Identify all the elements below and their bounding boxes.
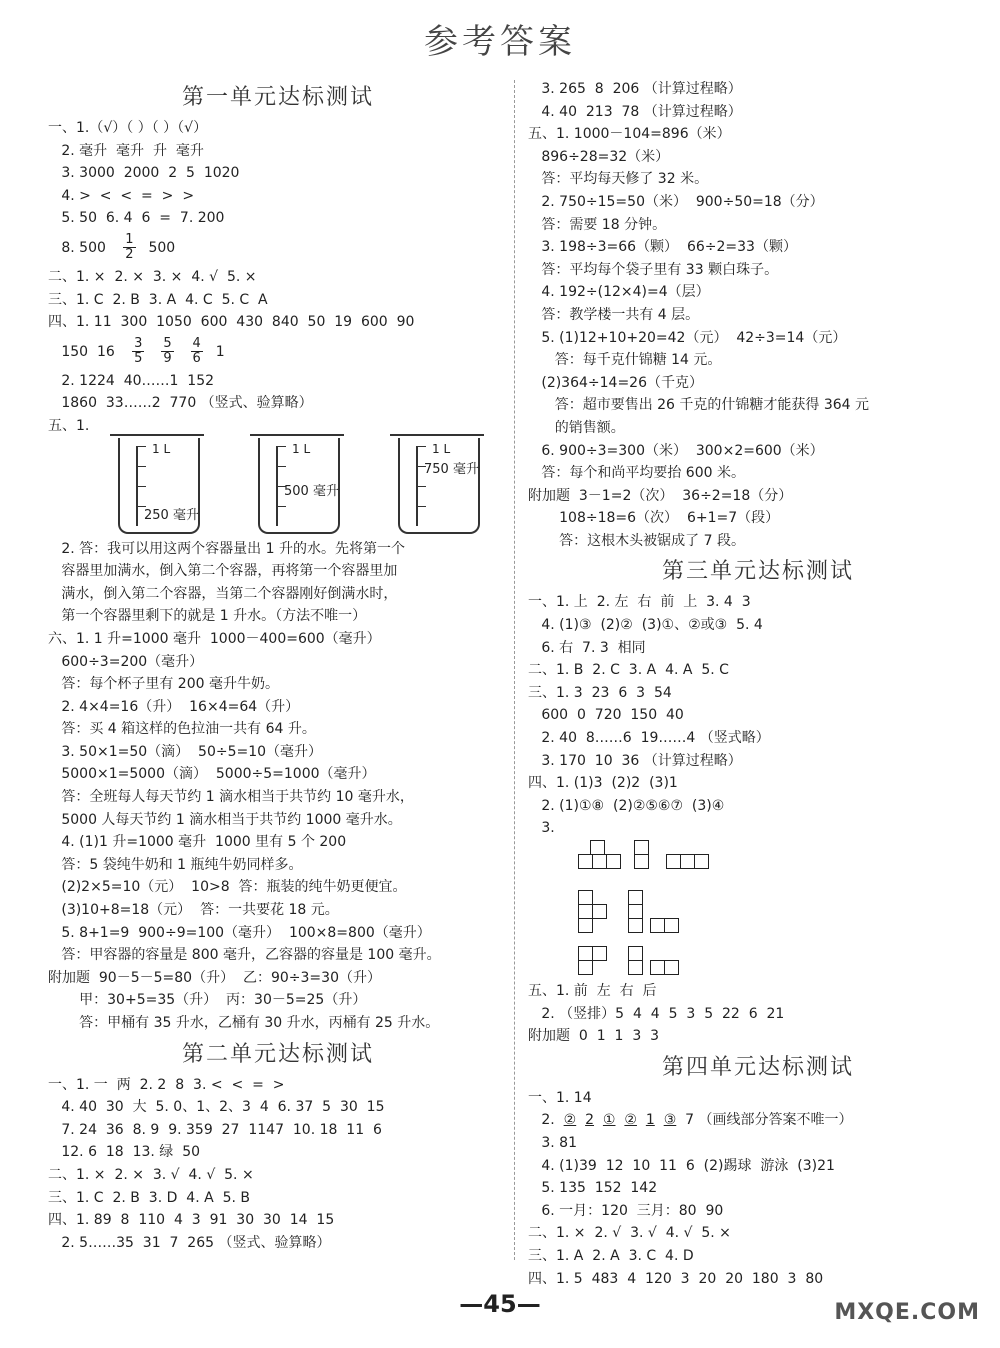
answer-line: 2. 4×4=16（升） 16×4=64（升） [48, 698, 300, 715]
cube-square [628, 918, 643, 933]
column-divider [514, 80, 515, 1260]
answer-line: 五、1. [48, 417, 90, 434]
answer-line: 4. (1)③ (2)② (3)①、②或③ 5. 4 [528, 617, 763, 634]
answer-line: 三、1. C 2. B 3. D 4. A 5. B [48, 1189, 250, 1206]
answer-line: 3. 81 [528, 1134, 577, 1151]
answer-line: 2. 1224 40……1 152 [48, 372, 215, 389]
answer-line: 答：全班每人每天节约 1 滴水相当于共节约 10 毫升水， [48, 789, 414, 806]
answer-line: 4. (1)39 12 10 11 6 (2)踢球 游泳 (3)21 [528, 1157, 835, 1174]
fraction [123, 233, 135, 262]
answer-line: 附加题 90－5－5=80（升） 乙：90÷3=30（升） [48, 969, 381, 986]
cube-square [578, 854, 593, 869]
answer-line: 6. 一月：120 三月：80 90 [528, 1202, 724, 1219]
cube-square [666, 854, 681, 869]
answer-line: 甲：30+5=35（升） 丙：30－5=25（升） [48, 992, 367, 1009]
fraction [191, 337, 203, 366]
answer-line: 第一个容器里剩下的就是 1 升水。（方法不唯一） [48, 608, 367, 625]
answer-line: 1860 33……2 770 （竖式、验算略） [48, 395, 313, 412]
answer-line: 6. 右 7. 3 相同 [528, 639, 646, 656]
underlined-answer: 1 [645, 1112, 655, 1129]
answer-line: 附加题 3－1=2（次） 36÷2=18（分） [528, 487, 793, 504]
underlined-answer: ① [602, 1112, 616, 1129]
cube-square [634, 854, 649, 869]
answer-line: 600÷3=200（毫升） [48, 653, 204, 670]
text: 1 [215, 343, 225, 360]
watermark: MXQE.COM [834, 1300, 980, 1325]
page-number: —45— [459, 1290, 541, 1318]
beaker-capacity: 1 L [292, 441, 311, 456]
tick [418, 506, 426, 507]
answer-line: 附加题 0 1 1 3 3 [528, 1028, 660, 1045]
answer-line: 5. (1)12+10+20=42（元） 42÷3=14（元） [528, 329, 847, 346]
answer-line: 一、1. 一 两 2. 2 8 3. < < = > [48, 1076, 285, 1093]
text: 2. [528, 1112, 555, 1129]
cube-square [592, 946, 607, 961]
answer-line: 600 0 720 150 40 [528, 707, 684, 724]
beaker-level-label: 750 毫升 [424, 461, 479, 477]
answer-line: (3)10+8=18（元） 答：一共要花 18 元。 [48, 902, 339, 919]
answer-line: 2. 答：我可以用这两个容器量出 1 升的水。先将第一个 [48, 540, 405, 557]
tick [418, 486, 426, 487]
beaker-icon [258, 438, 340, 534]
answer-line: 答：每个和尚平均要抬 600 米。 [528, 465, 745, 482]
denominator: 6 [192, 351, 201, 367]
beaker-level-label: 500 毫升 [284, 483, 339, 499]
cube-square [634, 840, 649, 855]
answer-line: 的销售额。 [528, 419, 625, 436]
answer-line: 4. 192÷(12×4)=4（层） [528, 284, 710, 301]
underlined-answer: ② [563, 1112, 577, 1129]
cube-square [578, 960, 593, 975]
answer-line: 二、1. × 2. √ 3. √ 4. √ 5. × [528, 1225, 731, 1242]
answer-line: 3. 170 10 36 （计算过程略） [528, 752, 742, 769]
cube-square [650, 918, 665, 933]
unit2-title: 第二单元达标测试 [181, 1041, 374, 1067]
answer-line: 4. (1)1 升=1000 毫升 1000 里有 5 个 200 [48, 834, 347, 851]
answer-line-fractions [48, 334, 508, 370]
answer-line: 2. 毫升 毫升 升 毫升 [48, 142, 204, 159]
beaker-level-label: 250 毫升 [144, 507, 199, 523]
block-view-diagrams [578, 840, 988, 980]
cube-square [578, 946, 593, 961]
answer-line: 3. 3000 2000 2 5 1020 [48, 165, 240, 182]
cube-square [628, 960, 643, 975]
tick [278, 446, 286, 447]
answer-line: 4. > < < = > > [48, 187, 195, 204]
text: 500 [148, 239, 176, 256]
answer-line: 五、1. 前 左 右 后 [528, 983, 657, 999]
text: 150 16 [48, 343, 115, 360]
unit4-title: 第四单元达标测试 [661, 1054, 854, 1080]
underlined-answer: ③ [663, 1112, 677, 1129]
cube-square [578, 918, 593, 933]
beaker-icon [118, 438, 200, 534]
answer-line-underlined [528, 1109, 988, 1132]
fraction [161, 337, 173, 366]
answer-line: 二、1. × 2. × 3. × 4. √ 5. × [48, 268, 257, 285]
cube-square [680, 854, 695, 869]
answer-line: 5000 人每天节约 1 滴水相当于共节约 1000 毫升水。 [48, 811, 402, 828]
numerator: 3 [134, 336, 143, 352]
answer-line: 满水，倒入第二个容器，当第二个容器刚好倒满水时， [48, 585, 398, 602]
answer-line: 2. 5……35 31 7 265 （竖式、验算略） [48, 1234, 331, 1251]
answer-line: 四、1. 5 483 4 120 3 20 20 180 3 80 [528, 1270, 824, 1287]
answer-line: 四、1. (1)3 (2)2 (3)1 [528, 775, 678, 792]
text: 7 （画线部分答案不唯一） [685, 1112, 853, 1129]
tick [138, 446, 146, 447]
answer-line: 3. 50×1=50（滴） 50÷5=10（毫升） [48, 743, 323, 760]
answer-line-fraction [48, 230, 508, 266]
answer-line: 6. 900÷3=300（米） 300×2=600（米） [528, 442, 824, 459]
answer-line: 3. 198÷3=66（颗） 66÷2=33（颗） [528, 239, 797, 256]
answer-line: 答：教学楼一共有 4 层。 [528, 306, 700, 323]
answer-line: 答：买 4 箱这样的色拉油一共有 64 升。 [48, 721, 316, 738]
beaker-lip [390, 434, 484, 442]
answer-line: 2. （竖排）5 4 4 5 3 5 22 6 21 [528, 1005, 785, 1022]
answer-line: 答：每千克什锦糖 14 元。 [528, 352, 722, 369]
beaker-diagrams [88, 438, 508, 538]
underlined-answer: ② [624, 1112, 637, 1129]
page-title: 参考答案 [424, 22, 576, 62]
cube-square [628, 890, 643, 905]
answer-line: 三、1. C 2. B 3. A 4. C 5. C A [48, 291, 268, 308]
answer-line: 896÷28=32（米） [528, 148, 670, 165]
answer-line: 四、1. 11 300 1050 600 430 840 50 19 600 90 [48, 314, 415, 331]
beaker-lip [110, 434, 204, 442]
answer-line: 5. 8+1=9 900÷9=100（毫升） 100×8=800（毫升） [48, 924, 431, 941]
answer-line: 5000×1=5000（滴） 5000÷5=1000（毫升） [48, 766, 376, 783]
answer-line: 答：平均每个袋子里有 33 颗白珠子。 [528, 261, 779, 278]
answer-line: 答：甲桶有 35 升水，乙桶有 30 升水，丙桶有 25 升水。 [48, 1015, 440, 1031]
numerator: 1 [125, 232, 134, 248]
answer-line: 4. 40 30 大 5. 0、1、2、3 4 6. 37 5 30 15 [48, 1099, 385, 1116]
unit3-title: 第三单元达标测试 [661, 559, 854, 585]
answer-line: 7. 24 36 8. 9 9. 359 27 1147 10. 18 11 6 [48, 1121, 382, 1138]
right-column [528, 78, 988, 1290]
denominator: 2 [125, 247, 134, 263]
answer-line: 三、1. A 2. A 3. C 4. D [528, 1247, 694, 1264]
answer-line: 2. 40 8……6 19……4 （竖式略） [528, 730, 770, 747]
answer-line: 答：需要 18 分钟。 [528, 216, 667, 233]
tick [138, 486, 146, 487]
answer-line: 六、1. 1 升=1000 毫升 1000－400=600（毫升） [48, 630, 381, 647]
numerator: 5 [163, 336, 172, 352]
answer-line: 容器里加满水，倒入第二个容器，再将第一个容器里加 [48, 563, 398, 580]
answer-line: 二、1. × 2. × 3. √ 4. √ 5. × [48, 1166, 254, 1183]
answer-line: 二、1. B 2. C 3. A 4. A 5. C [528, 662, 729, 679]
cube-square [664, 960, 679, 975]
answer-line: 答：甲容器的容量是 800 毫升，乙容器的容量是 100 毫升。 [48, 947, 441, 964]
answer-line: 一、1. 14 [528, 1089, 592, 1106]
cube-square [606, 854, 621, 869]
answer-line: 答：超市要售出 26 千克的什锦糖才能获得 364 元 [528, 397, 870, 414]
cube-square [628, 946, 643, 961]
answer-line: 3. 265 8 206 （计算过程略） [528, 81, 742, 97]
answer-line: 一、1. 上 2. 左 右 前 上 3. 4 3 [528, 594, 751, 611]
answer-line: 5. 135 152 142 [528, 1180, 658, 1197]
answer-line: 一、1.（√）（ ）（ ）（√） [48, 120, 208, 136]
cube-square [592, 904, 607, 919]
answer-line: 5. 50 6. 4 6 = 7. 200 [48, 210, 225, 227]
text: 8. 500 [48, 239, 106, 256]
answer-line: 四、1. 89 8 110 4 3 91 30 30 14 15 [48, 1212, 335, 1229]
answer-line: 2. (1)①⑧ (2)②⑤⑥⑦ (3)④ [528, 797, 725, 814]
answer-line: (2)2×5=10（元） 10>8 答：瓶装的纯牛奶更便宜。 [48, 879, 407, 896]
tick [138, 466, 146, 467]
tick [278, 466, 286, 467]
beaker-icon [398, 438, 480, 534]
beaker-lip [250, 434, 344, 442]
cube-square [694, 854, 709, 869]
answer-line: 12. 6 18 13. 绿 50 [48, 1144, 201, 1161]
cube-square [628, 904, 643, 919]
cube-square [578, 904, 593, 919]
tick [278, 506, 286, 507]
beaker-capacity: 1 L [152, 441, 171, 456]
denominator: 9 [163, 351, 172, 367]
underlined-answer: 2 [585, 1112, 595, 1129]
answer-line: 2. 750÷15=50（米） 900÷50=18（分） [528, 193, 824, 210]
answer-line: 108÷18=6（次） 6+1=7（段） [528, 510, 780, 527]
denominator: 5 [134, 351, 143, 367]
answer-line: 答：这根木头被锯成了 7 段。 [528, 532, 745, 549]
answer-line: 答：平均每天修了 32 米。 [528, 171, 709, 188]
cube-square [664, 918, 679, 933]
answer-line: (2)364÷14=26（千克） [528, 374, 703, 391]
answer-line: 4. 40 213 78 （计算过程略） [528, 103, 742, 120]
answer-line: 3. [528, 820, 555, 837]
cube-square [592, 854, 607, 869]
beaker-capacity: 1 L [432, 441, 451, 456]
tick [418, 446, 426, 447]
cube-square [590, 840, 605, 855]
answer-line: 三、1. 3 23 6 3 54 [528, 684, 672, 701]
unit1-title: 第一单元达标测试 [181, 85, 374, 110]
cube-square [578, 890, 593, 905]
numerator: 4 [192, 336, 201, 352]
answer-line: 答：每个杯子里有 200 毫升牛奶。 [48, 676, 279, 693]
fraction [132, 337, 144, 366]
answer-line: 答：5 袋纯牛奶和 1 瓶纯牛奶同样多。 [48, 856, 303, 873]
answer-line: 五、1. 1000－104=896（米） [528, 126, 731, 143]
cube-square [650, 960, 665, 975]
left-column [48, 78, 508, 1254]
